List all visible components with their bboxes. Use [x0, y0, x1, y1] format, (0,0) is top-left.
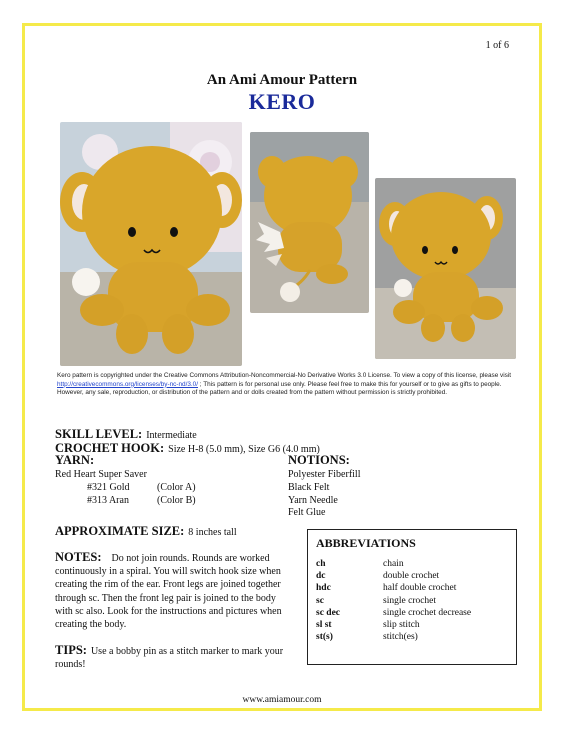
abbreviation-code: dc	[316, 571, 326, 582]
license-text-1: Kero pattern is copyrighted under the Creative Commons Attribution-Noncommercial-No Derivative Works 3.0 License. To view a copy of this license, please visit	[57, 372, 512, 379]
abbreviation-row	[316, 595, 508, 607]
approximate-size-label: APPROXIMATE SIZE:	[55, 524, 185, 538]
abbreviation-row	[316, 582, 508, 594]
tips-text: Use a bobby pin as a stitch marker to mark your rounds!	[55, 646, 284, 671]
pattern-title: KERO	[248, 89, 316, 114]
approximate-size-value: 8 inches tall	[188, 527, 237, 538]
abbreviation-code: ch	[316, 559, 326, 569]
crochet-hook-label: CROCHET HOOK:	[55, 441, 165, 455]
license-text-2: ; This pattern is for personal use only. Please feel free to make this for yourself or to give as gifts to people. However, any sale, reproduction, or distribution of the pattern and or dolls created from the pattern without permission is strictly prohibited.	[57, 380, 502, 397]
abbreviation-meaning: single crochet decrease	[383, 607, 472, 618]
abbreviation-meaning: slip stitch	[383, 620, 420, 631]
abbreviation-meaning: chain	[383, 559, 404, 569]
notions-label: NOTIONS:	[288, 453, 350, 467]
pattern-subtitle: An Ami Amour Pattern	[206, 72, 358, 88]
photo-three-quarter-view	[375, 178, 516, 359]
abbreviation-meaning: half double crochet	[383, 583, 457, 594]
notion-item: Black Felt	[288, 481, 330, 493]
abbreviation-meaning: single crochet	[383, 595, 437, 606]
photo-back-view	[250, 132, 369, 313]
skill-level-value: Intermediate	[146, 430, 197, 441]
yarn-list	[55, 469, 196, 507]
approximate-size	[55, 522, 237, 540]
yarn-color-code: #321 Gold	[87, 481, 130, 493]
abbreviations-title: ABBREVIATIONS	[316, 536, 416, 550]
notion-item: Felt Glue	[288, 507, 326, 519]
abbreviation-code: sl st	[316, 620, 332, 631]
page-number: 1 of 6	[485, 40, 509, 51]
yarn-color-name: (Color B)	[157, 494, 196, 506]
license-link[interactable]: http://creativecommons.org/licenses/by-nc-nd/3.0/	[57, 380, 199, 388]
abbreviation-row	[316, 558, 508, 570]
notes-section	[55, 551, 295, 631]
photo-front-view	[60, 122, 242, 366]
yarn-color-code: #313 Aran	[87, 494, 129, 506]
abbreviation-code: hdc	[316, 583, 331, 594]
abbreviations-box	[307, 529, 517, 665]
yarn-label: YARN:	[55, 453, 95, 467]
notes-text: Do not join rounds. Rounds are worked continuously in a spiral. You will switch hook size when creating the rim of the ear. Front legs are joined together through sc. Then the front leg pair is joined to the body with sc also. Look for the instructions and pictures when creating the body.	[55, 553, 282, 631]
crochet-hook-value: Size H-8 (5.0 mm), Size G6 (4.0 mm)	[168, 444, 320, 455]
license-notice	[57, 372, 519, 398]
skill-level-label: SKILL LEVEL:	[55, 427, 143, 441]
abbreviation-meaning: stitch(es)	[383, 632, 418, 643]
notion-item: Polyester Fiberfill	[288, 469, 361, 480]
abbreviation-row	[316, 607, 508, 619]
yarn-color-row	[55, 495, 196, 508]
notion-item: Yarn Needle	[288, 494, 338, 506]
abbreviation-row	[316, 619, 508, 631]
abbreviation-code: sc	[316, 595, 324, 606]
abbreviation-meaning: double crochet	[383, 571, 440, 582]
abbreviation-row	[316, 631, 508, 643]
tips-section	[55, 644, 295, 671]
abbreviation-row	[316, 570, 508, 582]
crochet-hook	[55, 439, 320, 457]
tips-label: TIPS:	[55, 643, 87, 657]
footer-website: www.amiamour.com	[242, 695, 322, 705]
notions-list	[288, 469, 361, 520]
notes-label: NOTES:	[55, 550, 102, 564]
abbreviation-code: sc dec	[316, 607, 341, 618]
yarn-brand: Red Heart Super Saver	[55, 469, 147, 480]
yarn-color-row	[55, 482, 196, 495]
abbreviation-code: st(s)	[316, 632, 333, 643]
page-frame	[22, 23, 542, 711]
yarn-color-name: (Color A)	[157, 481, 196, 493]
